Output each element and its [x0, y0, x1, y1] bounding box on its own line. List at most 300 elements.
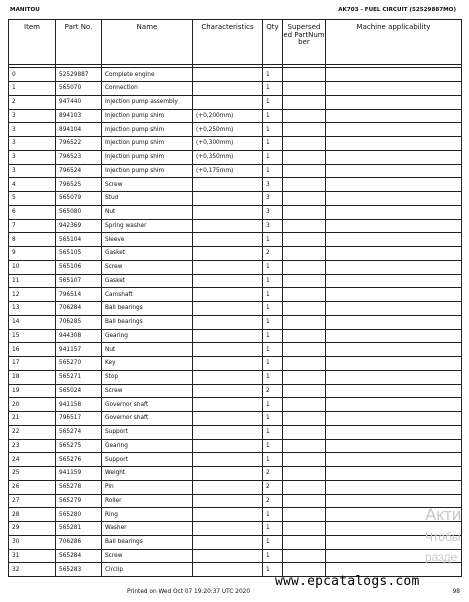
name-cell: Roller: [102, 494, 193, 508]
characteristics-cell: [193, 288, 263, 302]
table-row: [9, 192, 462, 206]
table-row: [9, 522, 462, 536]
machine-applicability-cell: [326, 150, 462, 164]
characteristics-cell: [193, 549, 263, 563]
characteristics-cell: [193, 412, 263, 426]
item-cell: 29: [9, 522, 56, 536]
column-header-part-no: Part No.: [56, 20, 102, 65]
part-number-cell: 565275: [56, 439, 102, 453]
table-header-row: [9, 20, 462, 65]
superseded-cell: [283, 467, 326, 481]
superseded-cell: [283, 494, 326, 508]
item-cell: 2: [9, 95, 56, 109]
item-cell: 3: [9, 109, 56, 123]
machine-applicability-cell: [326, 95, 462, 109]
qty-cell: 3: [263, 205, 283, 219]
superseded-cell: [283, 425, 326, 439]
qty-cell: 1: [263, 425, 283, 439]
superseded-cell: [283, 412, 326, 426]
part-number-cell: 942369: [56, 219, 102, 233]
superseded-cell: [283, 522, 326, 536]
superseded-cell: [283, 205, 326, 219]
table-row: [9, 315, 462, 329]
item-cell: 25: [9, 467, 56, 481]
machine-applicability-cell: [326, 219, 462, 233]
characteristics-cell: [193, 508, 263, 522]
qty-cell: 1: [263, 343, 283, 357]
table-row: [9, 178, 462, 192]
machine-applicability-cell: [326, 425, 462, 439]
machine-applicability-cell: [326, 398, 462, 412]
characteristics-cell: [193, 260, 263, 274]
part-number-cell: 565279: [56, 494, 102, 508]
table-row: [9, 549, 462, 563]
characteristics-cell: [193, 329, 263, 343]
document-title: AK703 - FUEL CIRCUIT (52529887MO): [338, 7, 456, 13]
table-row: [9, 453, 462, 467]
table-row: [9, 398, 462, 412]
characteristics-cell: [193, 370, 263, 384]
characteristics-cell: [193, 357, 263, 371]
table-row: [9, 494, 462, 508]
table-row: [9, 357, 462, 371]
superseded-cell: [283, 137, 326, 151]
characteristics-cell: [193, 343, 263, 357]
name-cell: Sleeve: [102, 233, 193, 247]
superseded-cell: [283, 549, 326, 563]
part-number-cell: 565080: [56, 205, 102, 219]
item-cell: 20: [9, 398, 56, 412]
table-row: [9, 123, 462, 137]
superseded-cell: [283, 123, 326, 137]
table-row: [9, 164, 462, 178]
qty-cell: 2: [263, 480, 283, 494]
qty-cell: 1: [263, 95, 283, 109]
table-row: [9, 343, 462, 357]
machine-applicability-cell: [326, 480, 462, 494]
table-row: [9, 274, 462, 288]
item-cell: 6: [9, 205, 56, 219]
item-cell: 3: [9, 164, 56, 178]
name-cell: Screw: [102, 178, 193, 192]
item-cell: 22: [9, 425, 56, 439]
qty-cell: 1: [263, 302, 283, 316]
qty-cell: 1: [263, 549, 283, 563]
machine-applicability-cell: [326, 178, 462, 192]
superseded-cell: [283, 480, 326, 494]
qty-cell: 1: [263, 535, 283, 549]
part-number-cell: 565079: [56, 192, 102, 206]
qty-cell: 3: [263, 178, 283, 192]
superseded-cell: [283, 288, 326, 302]
table-row: [9, 109, 462, 123]
machine-applicability-cell: [326, 82, 462, 96]
characteristics-cell: (+0,300mm): [193, 137, 263, 151]
superseded-cell: [283, 260, 326, 274]
superseded-cell: [283, 109, 326, 123]
item-cell: 16: [9, 343, 56, 357]
item-cell: 3: [9, 137, 56, 151]
table-row: [9, 329, 462, 343]
part-number-cell: 565284: [56, 549, 102, 563]
machine-applicability-cell: [326, 260, 462, 274]
part-number-cell: 796517: [56, 412, 102, 426]
qty-cell: 1: [263, 398, 283, 412]
name-cell: Gearing: [102, 329, 193, 343]
characteristics-cell: [193, 233, 263, 247]
machine-applicability-cell: [326, 164, 462, 178]
table-row: [9, 82, 462, 96]
name-cell: Ball bearings: [102, 302, 193, 316]
item-cell: 10: [9, 260, 56, 274]
name-cell: Washer: [102, 522, 193, 536]
brand-label: MANITOU: [10, 7, 40, 13]
name-cell: Injection pump shim: [102, 164, 193, 178]
column-header-qty: Qty: [263, 20, 283, 65]
part-number-cell: 565024: [56, 384, 102, 398]
characteristics-cell: [193, 535, 263, 549]
name-cell: Circlip: [102, 563, 193, 577]
table-row: [9, 467, 462, 481]
superseded-cell: [283, 315, 326, 329]
characteristics-cell: [193, 384, 263, 398]
name-cell: Support: [102, 425, 193, 439]
page-number: 98: [452, 589, 460, 595]
name-cell: Complete engine: [102, 68, 193, 82]
item-cell: 0: [9, 68, 56, 82]
part-number-cell: 941157: [56, 343, 102, 357]
qty-cell: 1: [263, 522, 283, 536]
qty-cell: 1: [263, 137, 283, 151]
characteristics-cell: [193, 315, 263, 329]
superseded-cell: [283, 508, 326, 522]
characteristics-cell: (+0,175mm): [193, 164, 263, 178]
qty-cell: 2: [263, 247, 283, 261]
qty-cell: 1: [263, 288, 283, 302]
superseded-cell: [283, 233, 326, 247]
machine-applicability-cell: [326, 343, 462, 357]
characteristics-cell: [193, 480, 263, 494]
machine-applicability-cell: [326, 329, 462, 343]
table-row: [9, 137, 462, 151]
name-cell: Governor shaft: [102, 412, 193, 426]
qty-cell: 2: [263, 494, 283, 508]
column-header-characteristics: Characteristics: [193, 20, 263, 65]
part-number-cell: 565274: [56, 425, 102, 439]
table-row: [9, 260, 462, 274]
machine-applicability-cell: [326, 247, 462, 261]
superseded-cell: [283, 95, 326, 109]
part-number-cell: 565271: [56, 370, 102, 384]
name-cell: Injection pump shim: [102, 123, 193, 137]
machine-applicability-cell: [326, 137, 462, 151]
item-cell: 4: [9, 178, 56, 192]
name-cell: Stop: [102, 370, 193, 384]
part-number-cell: 894104: [56, 123, 102, 137]
table-row: [9, 233, 462, 247]
characteristics-cell: [193, 95, 263, 109]
part-number-cell: 565281: [56, 522, 102, 536]
part-number-cell: 944308: [56, 329, 102, 343]
machine-applicability-cell: [326, 453, 462, 467]
name-cell: Screw: [102, 384, 193, 398]
superseded-cell: [283, 343, 326, 357]
name-cell: Screw: [102, 260, 193, 274]
characteristics-cell: [193, 522, 263, 536]
part-number-cell: 894103: [56, 109, 102, 123]
qty-cell: 1: [263, 370, 283, 384]
name-cell: Gearing: [102, 439, 193, 453]
part-number-cell: 941158: [56, 398, 102, 412]
machine-applicability-cell: [326, 205, 462, 219]
characteristics-cell: [193, 398, 263, 412]
characteristics-cell: [193, 274, 263, 288]
item-cell: 23: [9, 439, 56, 453]
part-number-cell: 941159: [56, 467, 102, 481]
item-cell: 24: [9, 453, 56, 467]
table-row: [9, 535, 462, 549]
part-number-cell: 565283: [56, 563, 102, 577]
table-row: [9, 247, 462, 261]
machine-applicability-cell: [326, 384, 462, 398]
characteristics-cell: [193, 68, 263, 82]
characteristics-cell: [193, 467, 263, 481]
part-number-cell: 565280: [56, 508, 102, 522]
table-row: [9, 302, 462, 316]
name-cell: Ball bearings: [102, 535, 193, 549]
table-row: [9, 370, 462, 384]
item-cell: 14: [9, 315, 56, 329]
item-cell: 19: [9, 384, 56, 398]
name-cell: Key: [102, 357, 193, 371]
superseded-cell: [283, 150, 326, 164]
superseded-cell: [283, 535, 326, 549]
activation-overlay-line: разде: [425, 550, 458, 564]
name-cell: Nut: [102, 343, 193, 357]
machine-applicability-cell: [326, 302, 462, 316]
part-number-cell: 565107: [56, 274, 102, 288]
table-row: [9, 150, 462, 164]
item-cell: 28: [9, 508, 56, 522]
characteristics-cell: (+0,350mm): [193, 150, 263, 164]
machine-applicability-cell: [326, 192, 462, 206]
superseded-cell: [283, 384, 326, 398]
name-cell: Injection pump shim: [102, 109, 193, 123]
table-row: [9, 288, 462, 302]
superseded-cell: [283, 370, 326, 384]
print-timestamp: Printed on Wed Oct 07 19:20:37 UTC 2020: [127, 589, 251, 595]
qty-cell: 1: [263, 123, 283, 137]
characteristics-cell: [193, 178, 263, 192]
qty-cell: 1: [263, 150, 283, 164]
part-number-cell: 565105: [56, 247, 102, 261]
part-number-cell: 706284: [56, 302, 102, 316]
name-cell: Weight: [102, 467, 193, 481]
superseded-cell: [283, 439, 326, 453]
qty-cell: 3: [263, 219, 283, 233]
part-number-cell: 706285: [56, 315, 102, 329]
machine-applicability-cell: [326, 467, 462, 481]
name-cell: Pin: [102, 480, 193, 494]
table-row: [9, 425, 462, 439]
item-cell: 7: [9, 219, 56, 233]
machine-applicability-cell: [326, 315, 462, 329]
characteristics-cell: [193, 247, 263, 261]
qty-cell: 1: [263, 68, 283, 82]
characteristics-cell: [193, 82, 263, 96]
superseded-cell: [283, 247, 326, 261]
table-row: [9, 439, 462, 453]
machine-applicability-cell: [326, 288, 462, 302]
table-row: [9, 480, 462, 494]
part-number-cell: 796524: [56, 164, 102, 178]
name-cell: Governor shaft: [102, 398, 193, 412]
item-cell: 21: [9, 412, 56, 426]
superseded-cell: [283, 398, 326, 412]
parts-table-body: [9, 65, 462, 577]
table-row: [9, 219, 462, 233]
qty-cell: 1: [263, 357, 283, 371]
table-row: [9, 205, 462, 219]
part-number-cell: 565276: [56, 453, 102, 467]
name-cell: Injection pump shim: [102, 150, 193, 164]
item-cell: 26: [9, 480, 56, 494]
machine-applicability-cell: [326, 109, 462, 123]
qty-cell: 3: [263, 192, 283, 206]
qty-cell: 2: [263, 467, 283, 481]
part-number-cell: 565106: [56, 260, 102, 274]
characteristics-cell: [193, 563, 263, 577]
part-number-cell: 796525: [56, 178, 102, 192]
machine-applicability-cell: [326, 357, 462, 371]
superseded-cell: [283, 302, 326, 316]
table-row: [9, 384, 462, 398]
name-cell: Stud: [102, 192, 193, 206]
characteristics-cell: [193, 494, 263, 508]
name-cell: Screw: [102, 549, 193, 563]
qty-cell: 1: [263, 439, 283, 453]
superseded-cell: [283, 329, 326, 343]
name-cell: Connection: [102, 82, 193, 96]
name-cell: Gasket: [102, 274, 193, 288]
column-header-item: Item: [9, 20, 56, 65]
website-watermark: www.epcatalogs.com: [275, 574, 420, 589]
item-cell: 3: [9, 123, 56, 137]
characteristics-cell: [193, 302, 263, 316]
item-cell: 5: [9, 192, 56, 206]
characteristics-cell: (+0,250mm): [193, 123, 263, 137]
qty-cell: 1: [263, 274, 283, 288]
part-number-cell: 565104: [56, 233, 102, 247]
machine-applicability-cell: [326, 370, 462, 384]
activation-overlay-line: Акти: [425, 505, 462, 524]
parts-table: [8, 19, 462, 577]
column-header-name: Name: [102, 20, 193, 65]
characteristics-cell: [193, 205, 263, 219]
qty-cell: 1: [263, 233, 283, 247]
characteristics-cell: [193, 425, 263, 439]
item-cell: 15: [9, 329, 56, 343]
superseded-cell: [283, 178, 326, 192]
column-header-superseded-part-number: Supersed ed PartNum ber: [283, 20, 326, 65]
qty-cell: 1: [263, 563, 283, 577]
item-cell: 9: [9, 247, 56, 261]
qty-cell: 1: [263, 82, 283, 96]
superseded-cell: [283, 164, 326, 178]
machine-applicability-cell: [326, 439, 462, 453]
name-cell: Nut: [102, 205, 193, 219]
superseded-cell: [283, 68, 326, 82]
superseded-cell: [283, 192, 326, 206]
table-row: [9, 412, 462, 426]
item-cell: 32: [9, 563, 56, 577]
item-cell: 31: [9, 549, 56, 563]
name-cell: Support: [102, 453, 193, 467]
part-number-cell: 565278: [56, 480, 102, 494]
item-cell: 18: [9, 370, 56, 384]
characteristics-cell: [193, 439, 263, 453]
item-cell: 8: [9, 233, 56, 247]
item-cell: 13: [9, 302, 56, 316]
item-cell: 30: [9, 535, 56, 549]
table-row: [9, 508, 462, 522]
activation-overlay-line: Чтобы: [425, 530, 461, 544]
item-cell: 12: [9, 288, 56, 302]
qty-cell: 1: [263, 453, 283, 467]
part-number-cell: 706286: [56, 535, 102, 549]
qty-cell: 1: [263, 164, 283, 178]
qty-cell: 1: [263, 315, 283, 329]
part-number-cell: 52529887: [56, 68, 102, 82]
name-cell: Ball bearings: [102, 315, 193, 329]
part-number-cell: 796514: [56, 288, 102, 302]
part-number-cell: 796522: [56, 137, 102, 151]
machine-applicability-cell: [326, 68, 462, 82]
item-cell: 1: [9, 82, 56, 96]
qty-cell: 1: [263, 329, 283, 343]
item-cell: 11: [9, 274, 56, 288]
superseded-cell: [283, 274, 326, 288]
name-cell: Camshaft: [102, 288, 193, 302]
characteristics-cell: [193, 453, 263, 467]
item-cell: 27: [9, 494, 56, 508]
characteristics-cell: [193, 219, 263, 233]
table-row: [9, 68, 462, 82]
name-cell: Injection pump shim: [102, 137, 193, 151]
machine-applicability-cell: [326, 274, 462, 288]
part-number-cell: 565070: [56, 82, 102, 96]
name-cell: Spring washer: [102, 219, 193, 233]
qty-cell: 2: [263, 384, 283, 398]
qty-cell: 1: [263, 109, 283, 123]
name-cell: Ring: [102, 508, 193, 522]
superseded-cell: [283, 82, 326, 96]
name-cell: Injection pump assembly: [102, 95, 193, 109]
qty-cell: 1: [263, 508, 283, 522]
superseded-cell: [283, 453, 326, 467]
column-header-machine-applicability: Machine applicability: [326, 20, 462, 65]
table-row: [9, 95, 462, 109]
item-cell: 3: [9, 150, 56, 164]
machine-applicability-cell: [326, 123, 462, 137]
part-number-cell: 796523: [56, 150, 102, 164]
part-number-cell: 565270: [56, 357, 102, 371]
name-cell: Gasket: [102, 247, 193, 261]
characteristics-cell: [193, 192, 263, 206]
item-cell: 17: [9, 357, 56, 371]
machine-applicability-cell: [326, 233, 462, 247]
characteristics-cell: (+0,200mm): [193, 109, 263, 123]
